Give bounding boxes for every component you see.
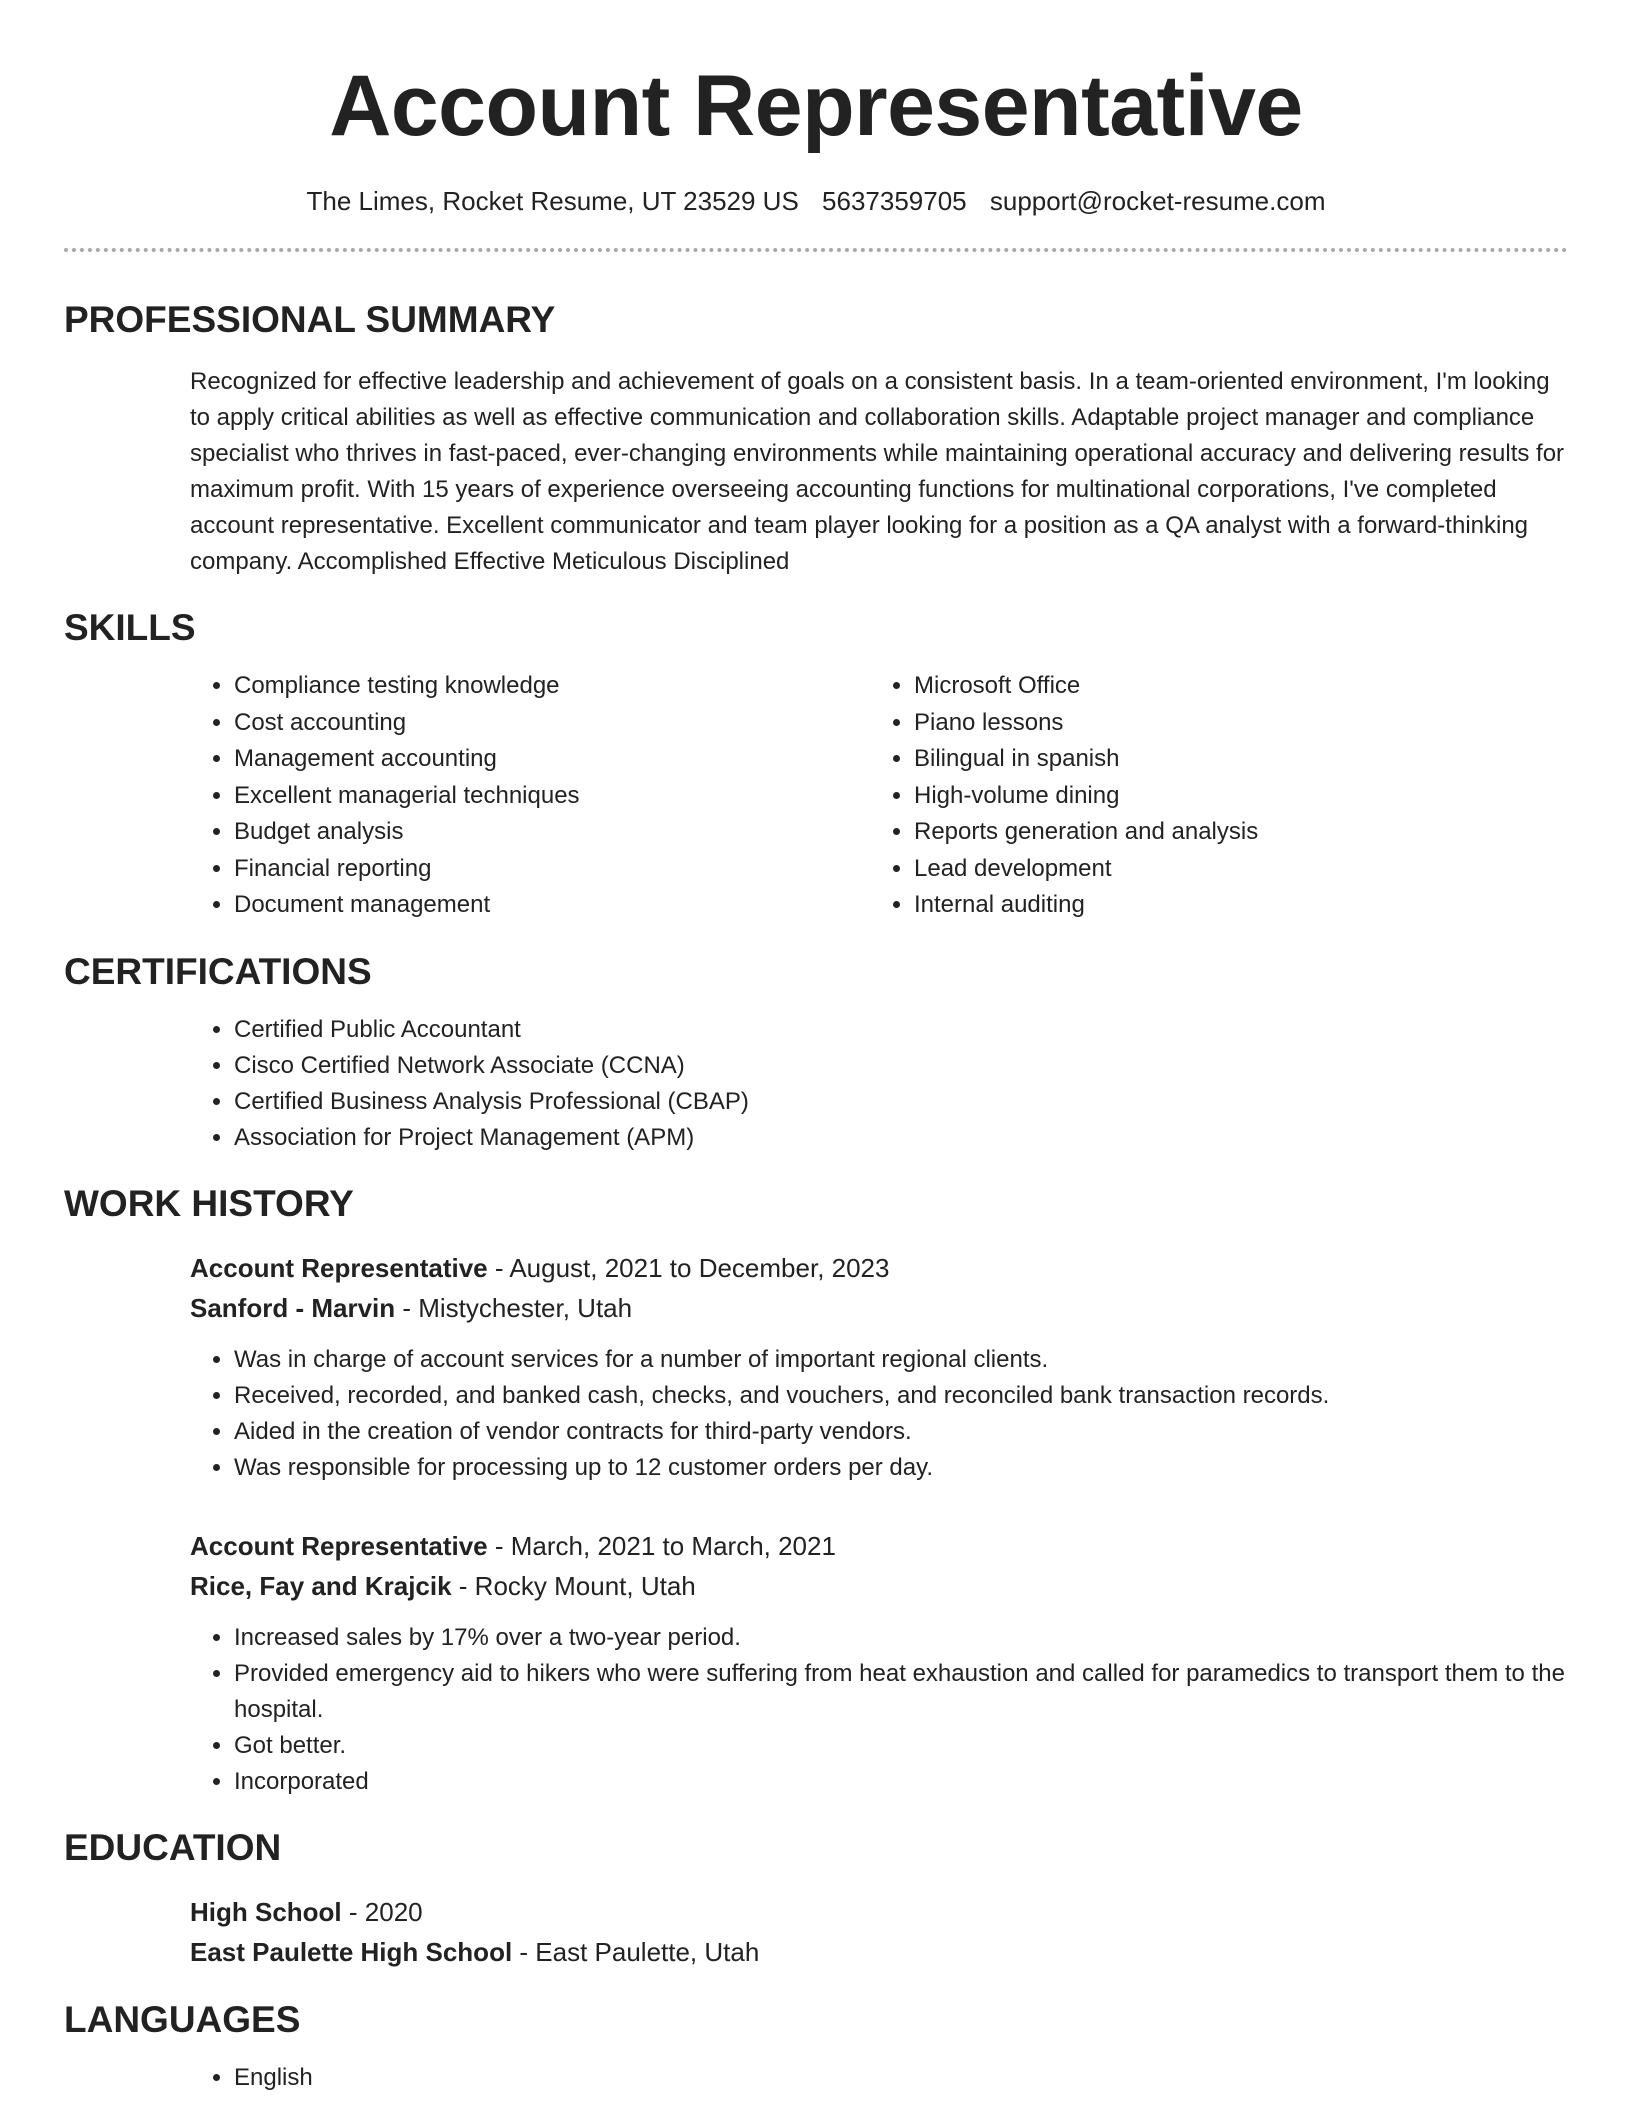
skill-item: • Microsoft Office xyxy=(914,668,1258,705)
skill-item: • Financial reporting xyxy=(234,851,870,888)
job-duty: • Got better. xyxy=(234,1728,1568,1764)
skill-item: • Piano lessons xyxy=(914,705,1258,742)
language-item: • English xyxy=(234,2060,1568,2096)
job-duty: • Increased sales by 17% over a two-year period. xyxy=(234,1620,1568,1656)
skills-grid xyxy=(190,668,1568,924)
job-duties xyxy=(190,1342,1568,1486)
summary-section xyxy=(64,298,1568,580)
school-line xyxy=(190,1932,1568,1972)
contact-address: The Limes, Rocket Resume, UT 23529 US xyxy=(306,186,799,216)
degree-line xyxy=(190,1892,1568,1932)
job-duty: • Was in charge of account services for a number of important regional clients. xyxy=(234,1342,1568,1378)
languages-section xyxy=(64,1998,1568,2096)
education-section xyxy=(64,1826,1568,1972)
job-role: Account Representative xyxy=(190,1530,488,1561)
skill-item: • Cost accounting xyxy=(234,705,870,742)
school-name: East Paulette High School xyxy=(190,1936,513,1967)
skills-title: SKILLS xyxy=(64,607,196,648)
candidate-name: Account Representative xyxy=(329,58,1303,154)
certification-item: • Certified Public Accountant xyxy=(234,1012,1568,1048)
job-title-line xyxy=(190,1526,1568,1566)
skill-item: • Bilingual in spanish xyxy=(914,741,1258,778)
job-location: - Rocky Mount, Utah xyxy=(451,1570,696,1601)
job-duty: • Provided emergency aid to hikers who were suffering from heat exhaustion and called for paramedics to transport them to the hospital. xyxy=(234,1656,1568,1728)
job-location: - Mistychester, Utah xyxy=(395,1292,633,1323)
certifications-title: CERTIFICATIONS xyxy=(64,950,372,992)
job-dates: - March, 2021 to March, 2021 xyxy=(487,1530,836,1561)
job-duties xyxy=(190,1620,1568,1800)
certification-item: • Cisco Certified Network Associate (CCNA) xyxy=(234,1048,1568,1084)
skill-item: • Management accounting xyxy=(234,741,870,778)
certifications-section xyxy=(64,950,1568,1156)
contact-email: support@rocket-resume.com xyxy=(989,186,1326,216)
job-duty: • Incorporated xyxy=(234,1764,1568,1800)
skill-item: • Internal auditing xyxy=(914,887,1258,924)
work-history-title: WORK HISTORY xyxy=(64,1182,354,1224)
job-dates: - August, 2021 to December, 2023 xyxy=(487,1252,890,1283)
contact-phone: 5637359705 xyxy=(822,186,967,216)
skill-item: • High-volume dining xyxy=(914,778,1258,815)
languages-title: LANGUAGES xyxy=(64,1998,301,2040)
school-location: - East Paulette, Utah xyxy=(512,1936,760,1967)
summary-title: PROFESSIONAL SUMMARY xyxy=(64,299,556,340)
skills-column-1 xyxy=(190,668,870,924)
languages-list xyxy=(190,2060,1568,2096)
job-title-line xyxy=(190,1248,1568,1288)
skills-section xyxy=(64,606,1568,924)
skill-item: • Lead development xyxy=(914,851,1258,888)
certification-item: • Certified Business Analysis Professional (CBAP) xyxy=(234,1084,1568,1120)
skill-item: • Excellent managerial techniques xyxy=(234,778,870,815)
skill-item: • Budget analysis xyxy=(234,814,870,851)
job-duty: • Aided in the creation of vendor contracts for third-party vendors. xyxy=(234,1414,1568,1450)
skills-column-2 xyxy=(870,668,1258,924)
graduation-year: - 2020 xyxy=(341,1896,423,1927)
job-company-line xyxy=(190,1288,1568,1328)
certifications-list xyxy=(190,1012,1568,1156)
header-divider xyxy=(64,248,1568,252)
contact-line xyxy=(64,184,1568,218)
job-role: Account Representative xyxy=(190,1252,488,1283)
job-company-line xyxy=(190,1566,1568,1606)
education-title: EDUCATION xyxy=(64,1826,282,1868)
skill-item: • Compliance testing knowledge xyxy=(234,668,870,705)
job-entry xyxy=(190,1248,1568,1486)
job-entry xyxy=(190,1526,1568,1800)
job-company: Rice, Fay and Krajcik xyxy=(190,1570,452,1601)
job-duty: • Received, recorded, and banked cash, checks, and vouchers, and reconciled bank transaction records. xyxy=(234,1378,1568,1414)
job-duty: • Was responsible for processing up to 12 customer orders per day. xyxy=(234,1450,1568,1486)
resume-page xyxy=(64,0,1568,2096)
education-entry xyxy=(190,1892,1568,1972)
degree: High School xyxy=(190,1896,342,1927)
skill-item: • Document management xyxy=(234,887,870,924)
job-company: Sanford - Marvin xyxy=(190,1292,396,1323)
summary-text: Recognized for effective leadership and achievement of goals on a consistent basis. In a team-oriented environment, I'm looking to apply critical abilities as well as effective communication and collaboration skills. Adaptable project manager and compliance specialist who thrives in fast-paced, ever-changing environments while maintaining operational accuracy and delivering results for maximum profit. With 15 years of experience overseeing accounting functions for multinational corporations, I've completed account representative. Excellent communicator and team player looking for a position as a QA analyst with a forward-thinking company. Accomplished Effective Meticulous Disciplined xyxy=(190,368,1565,575)
certification-item: • Association for Project Management (APM) xyxy=(234,1120,1568,1156)
work-history-section xyxy=(64,1182,1568,1800)
skill-item: • Reports generation and analysis xyxy=(914,814,1258,851)
